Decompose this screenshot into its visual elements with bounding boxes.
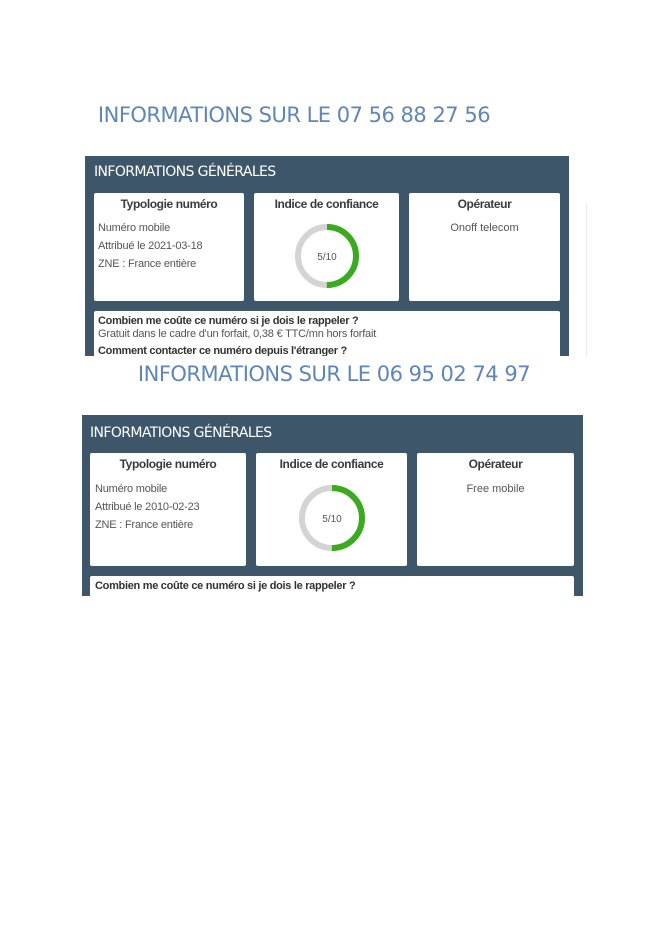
operator-card <box>409 193 560 301</box>
confidence-heading: Indice de confiance <box>274 197 379 211</box>
confidence-gauge <box>294 223 360 289</box>
faq-box <box>94 311 560 356</box>
number-type: Numéro mobile <box>95 483 167 495</box>
operator-name: Onoff telecom <box>450 222 519 234</box>
typologie-heading: Typologie numéro <box>120 197 218 211</box>
faq-box <box>90 576 574 596</box>
divider <box>586 204 587 356</box>
confidence-gauge <box>298 484 366 552</box>
faq-answer: Gratuit dans le cadre d'un forfait, 0,38 € TTC/mn hors forfait <box>98 328 377 340</box>
operator-heading: Opérateur <box>468 457 523 471</box>
page-title: INFORMATIONS SUR LE 06 95 02 74 97 <box>137 362 531 386</box>
faq-question: Comment contacter ce numéro depuis l'étranger ? <box>98 345 347 356</box>
confidence-score: 5/10 <box>322 514 342 525</box>
confidence-heading: Indice de confiance <box>279 457 384 471</box>
section-title: INFORMATIONS GÉNÉRALES <box>90 425 272 441</box>
page-title: INFORMATIONS SUR LE 07 56 88 27 56 <box>97 103 491 127</box>
typologie-heading: Typologie numéro <box>119 457 217 471</box>
faq-question: Combien me coûte ce numéro si je dois le rappeler ? <box>98 315 359 327</box>
zne: ZNE : France entière <box>98 258 197 270</box>
section-title: INFORMATIONS GÉNÉRALES <box>94 164 276 180</box>
faq-question: Combien me coûte ce numéro si je dois le rappeler ? <box>95 580 356 592</box>
general-info-panel <box>82 415 583 596</box>
zne: ZNE : France entière <box>95 519 194 531</box>
confidence-score: 5/10 <box>317 252 337 263</box>
attribution-date: Attribué le 2021-03-18 <box>98 240 203 252</box>
phone-info-capture-1 <box>0 100 588 356</box>
number-type: Numéro mobile <box>98 222 170 234</box>
phone-info-capture-2 <box>0 358 668 596</box>
typologie-card <box>94 193 244 301</box>
confidence-card <box>256 453 407 566</box>
operator-name: Free mobile <box>466 483 525 495</box>
operator-heading: Opérateur <box>457 197 512 211</box>
typologie-card <box>90 453 246 566</box>
attribution-date: Attribué le 2010-02-23 <box>95 501 200 513</box>
operator-card <box>417 453 574 566</box>
general-info-panel <box>85 156 569 356</box>
confidence-card <box>254 193 399 301</box>
